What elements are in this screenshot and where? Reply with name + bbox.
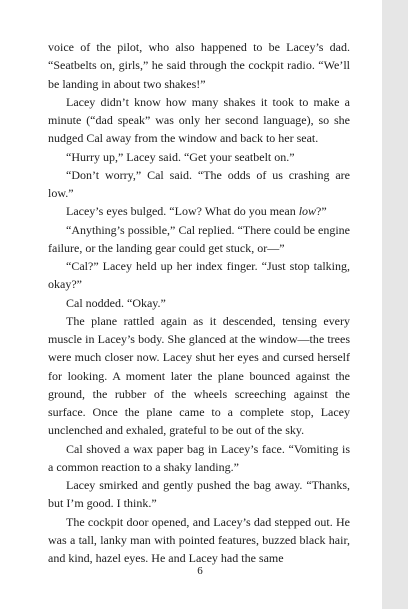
paragraph: “Anything’s possible,” Cal replied. “There could be engine failure, or the landing gear could get stuck, or—” [48, 222, 350, 255]
text-run: ?” [316, 204, 327, 219]
paragraph-with-emphasis [48, 202, 350, 220]
text-run: Lacey’s eyes bulged. “Low? What do you mean [66, 204, 299, 219]
paragraph: voice of the pilot, who also happened to be Lacey’s dad. “Seatbelts on, girls,” he said through the cockpit radio. “We’ll be landing in about two shakes!” [48, 40, 350, 91]
paragraph: Lacey didn’t know how many shakes it took to make a minute (“dad speak” was only her second language), so she nudged Cal away from the window and back to her seat. [48, 94, 350, 146]
paragraph: Cal shoved a wax paper bag in Lacey’s face. “Vomiting is a common reaction to a shaky landing.” [48, 441, 350, 474]
viewer-margin [382, 0, 408, 609]
emphasis-text: low [298, 204, 317, 219]
paragraph: The cockpit door opened, and Lacey’s dad stepped out. He was a tall, lanky man with pointed features, buzzed black hair, and kind, hazel eyes. He and Lacey had the same [48, 514, 350, 565]
paragraph: “Don’t worry,” Cal said. “The odds of us crashing are low.” [48, 167, 350, 200]
paragraph: Lacey smirked and gently pushed the bag away. “Thanks, but I’m good. I think.” [48, 478, 350, 511]
paragraph: “Cal?” Lacey held up her index finger. “Just stop talking, okay?” [48, 259, 350, 292]
body-text [48, 38, 350, 567]
page-number: 6 [197, 565, 203, 577]
paragraph: Cal nodded. “Okay.” [66, 295, 166, 310]
paragraph: “Hurry up,” Lacey said. “Get your seatbelt on.” [66, 149, 295, 164]
paragraph: The plane rattled again as it descended, tensing every muscle in Lacey’s body. She glanced at the window—the trees were much closer now. Lacey shut her eyes and cursed herself for looking. A moment later the plane bounced against the ground, the rubber of the wheels screeching against the surface. Once the plane came to a complete stop, Lacey unclenched and exhaled, grateful to be out of the sky. [48, 313, 350, 438]
